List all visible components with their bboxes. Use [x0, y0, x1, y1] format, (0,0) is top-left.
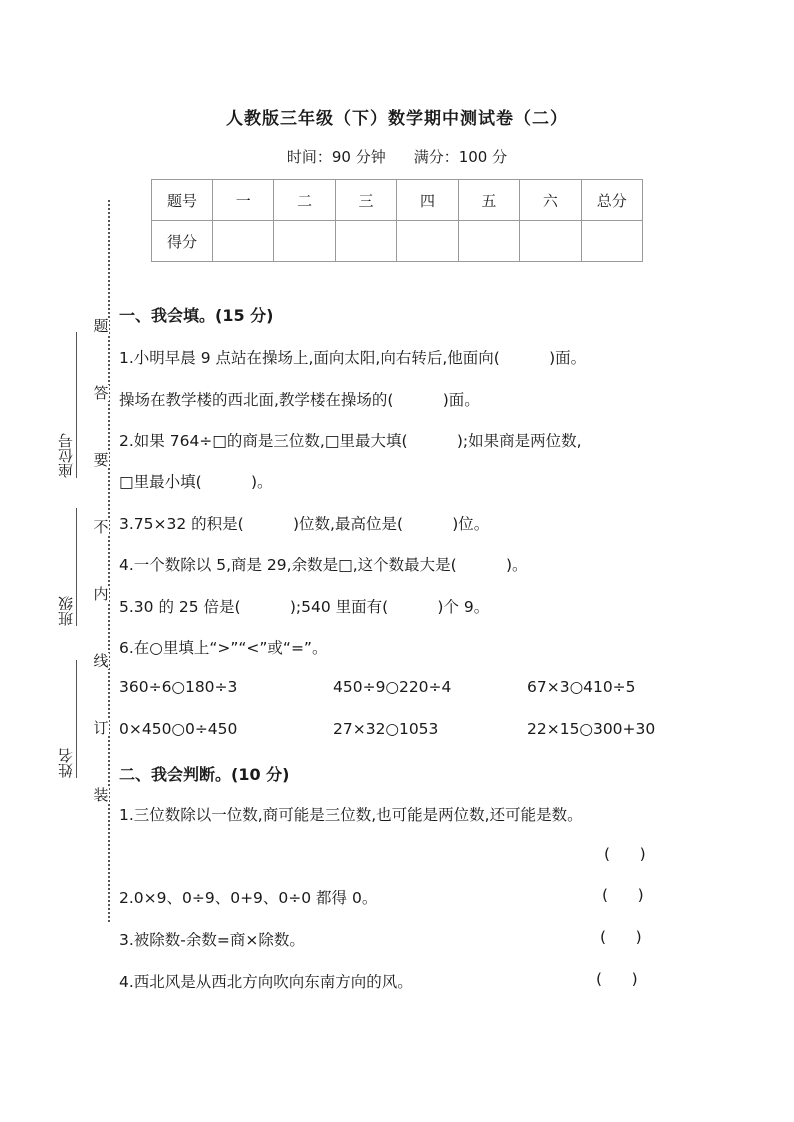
binding-char: 题 — [93, 317, 109, 335]
answer-parentheses[interactable]: ( ) — [604, 845, 646, 863]
compare-expression: 0×450○0÷450 — [119, 720, 238, 738]
question-line: 6.在○里填上“>”“<”或“=”。 — [119, 639, 328, 657]
compare-expression: 360÷6○180÷3 — [119, 678, 238, 696]
compare-expression: 27×32○1053 — [333, 720, 439, 738]
answer-parentheses[interactable]: ( ) — [602, 886, 644, 904]
question-line: 5.30 的 25 倍是( );540 里面有( )个 9。 — [119, 598, 490, 616]
score-table — [151, 179, 643, 262]
binding-char: 不 — [93, 518, 109, 536]
question-line: 操场在教学楼的西北面,教学楼在操场的( )面。 — [119, 391, 480, 409]
score-input-cell[interactable] — [397, 221, 458, 262]
binding-dotted-line — [108, 200, 110, 922]
seat-number-label: 座位号 — [57, 433, 75, 478]
judge-item: 4.西北风是从西北方向吹向东南方向的风。 — [119, 973, 413, 991]
name-label: 姓名 — [57, 748, 75, 778]
question-line: 2.如果 764÷□的商是三位数,□里最大填( );如果商是两位数, — [119, 432, 582, 450]
table-cell: 一 — [213, 180, 274, 221]
compare-expression: 22×15○300+30 — [527, 720, 656, 738]
table-cell: 五 — [458, 180, 519, 221]
section-heading: 一、我会填。(15 分) — [119, 306, 274, 325]
table-cell: 得分 — [152, 221, 213, 262]
exam-meta — [0, 146, 794, 167]
question-line: □里最小填( )。 — [119, 473, 273, 491]
table-row — [152, 221, 643, 262]
score-input-cell[interactable] — [458, 221, 519, 262]
full-score: 满分：100 分 — [413, 148, 508, 166]
judge-item: 2.0×9、0÷9、0+9、0÷0 都得 0。 — [119, 889, 378, 907]
question-line: 1.小明早晨 9 点站在操场上,面向太阳,向右转后,他面向( )面。 — [119, 349, 587, 367]
time-limit: 时间：90 分钟 — [286, 148, 386, 166]
binding-char: 装 — [93, 786, 109, 804]
question-line: 4.一个数除以 5,商是 29,余数是□,这个数最大是( )。 — [119, 556, 528, 574]
section-heading: 二、我会判断。(10 分) — [119, 765, 290, 784]
table-cell: 二 — [274, 180, 335, 221]
score-input-cell[interactable] — [335, 221, 396, 262]
table-cell: 三 — [335, 180, 396, 221]
score-input-cell[interactable] — [520, 221, 581, 262]
score-input-cell[interactable] — [581, 221, 642, 262]
score-input-cell[interactable] — [213, 221, 274, 262]
table-cell: 总分 — [581, 180, 642, 221]
page-title: 人教版三年级（下）数学期中测试卷（二） — [226, 109, 568, 129]
name-field[interactable] — [57, 660, 82, 778]
question-line: 3.75×32 的积是( )位数,最高位是( )位。 — [119, 515, 490, 533]
class-field[interactable] — [57, 508, 82, 626]
table-row — [152, 180, 643, 221]
judge-item: 3.被除数-余数=商×除数。 — [119, 931, 305, 949]
binding-char: 订 — [93, 719, 109, 737]
compare-expression: 67×3○410÷5 — [527, 678, 636, 696]
table-cell: 六 — [520, 180, 581, 221]
answer-parentheses[interactable]: ( ) — [600, 928, 642, 946]
binding-char: 答 — [93, 384, 109, 402]
binding-char: 内 — [93, 585, 109, 603]
table-cell: 四 — [397, 180, 458, 221]
answer-parentheses[interactable]: ( ) — [596, 970, 638, 988]
judge-item: 1.三位数除以一位数,商可能是三位数,也可能是两位数,还可能是数。 — [119, 806, 583, 824]
binding-char: 要 — [93, 451, 109, 469]
binding-char: 线 — [93, 652, 109, 670]
score-input-cell[interactable] — [274, 221, 335, 262]
compare-expression: 450÷9○220÷4 — [333, 678, 452, 696]
table-cell: 题号 — [152, 180, 213, 221]
class-label: 班级 — [57, 596, 75, 626]
seat-number-field[interactable] — [57, 332, 82, 478]
